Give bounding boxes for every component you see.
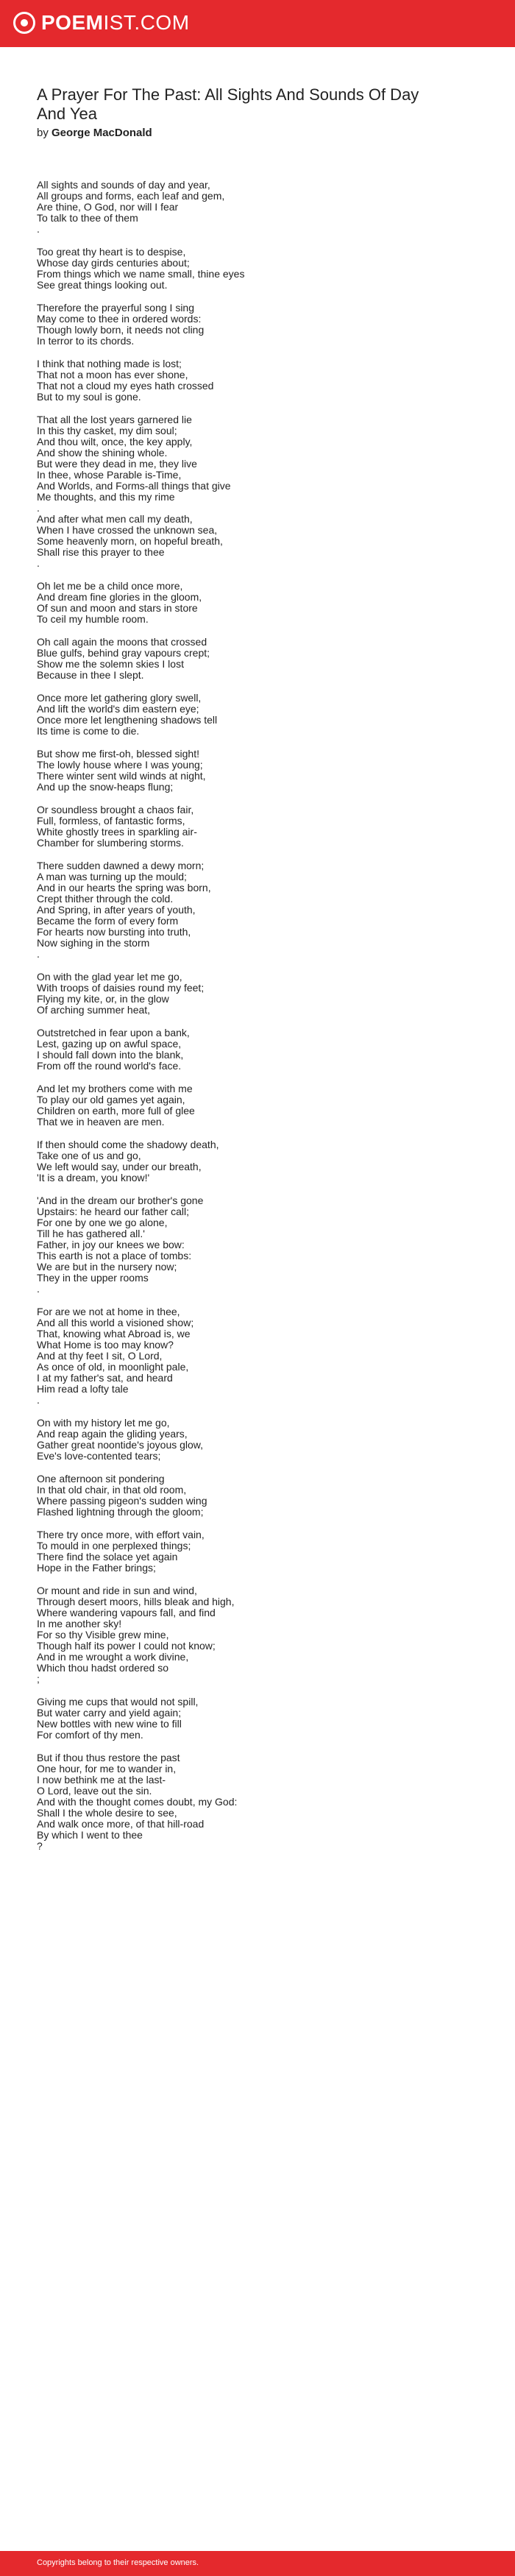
poem-line: Shall rise this prayer to thee xyxy=(37,546,165,558)
poem-line: That we in heaven are men. xyxy=(37,1116,165,1128)
poem-line: In that old chair, in that old room, xyxy=(37,1484,187,1496)
poem-stanza xyxy=(37,1306,478,1406)
poem-line: Lest, gazing up on awful space, xyxy=(37,1038,182,1050)
poem-line: Gather great noontide's joyous glow, xyxy=(37,1439,204,1451)
poem-line: There winter sent wild winds at night, xyxy=(37,770,206,782)
byline-prefix: by xyxy=(37,127,49,139)
poem-line: Father, in joy our knees we bow: xyxy=(37,1239,185,1250)
poem-line: All groups and forms, each leaf and gem, xyxy=(37,190,225,202)
logo-bold-text: POEM xyxy=(41,11,104,34)
poemist-logo-icon xyxy=(13,12,35,34)
poem-line: But were they dead in me, they live xyxy=(37,458,197,470)
poem-line: From off the round world's face. xyxy=(37,1060,182,1072)
poem-line: Oh let me be a child once more, xyxy=(37,580,183,592)
poem-line: That all the lost years garnered lie xyxy=(37,414,192,425)
poem-line: There try once more, with effort vain, xyxy=(37,1529,205,1540)
poem-line: Oh call again the moons that crossed xyxy=(37,636,207,648)
poem-line: Now sighing in the storm xyxy=(37,937,150,949)
poem-line: And Worlds, and Forms-all things that give xyxy=(37,480,231,492)
poem-line: They in the upper rooms xyxy=(37,1272,149,1284)
poem-line: 'And in the dream our brother's gone xyxy=(37,1195,204,1206)
poem-line: That, knowing what Abroad is, we xyxy=(37,1328,191,1340)
poem-stanza xyxy=(37,1418,478,1462)
poem-line: Full, formless, of fantastic forms, xyxy=(37,815,185,827)
poem-line: To talk to thee of them xyxy=(37,212,138,224)
poem-stanza xyxy=(37,180,478,235)
poem-line: One hour, for me to wander in, xyxy=(37,1763,177,1774)
poem-line: And show the shining whole. xyxy=(37,447,168,459)
poem-line: . xyxy=(37,1394,40,1406)
poem-stanza xyxy=(37,1195,478,1295)
poem-line: I at my father's sat, and heard xyxy=(37,1372,173,1384)
poem-stanza xyxy=(37,1473,478,1518)
poem-line: Children on earth, more full of glee xyxy=(37,1105,195,1117)
site-logo[interactable] xyxy=(13,10,190,35)
poem-line: To play our old games yet again, xyxy=(37,1094,185,1105)
poem-line: But show me first-oh, blessed sight! xyxy=(37,748,199,760)
poem-line: Outstretched in fear upon a bank, xyxy=(37,1027,190,1038)
poem-line: For are we not at home in thee, xyxy=(37,1306,180,1317)
poem-line: And after what men call my death, xyxy=(37,513,193,525)
poem-line: Giving me cups that would not spill, xyxy=(37,1696,199,1708)
poem-line: I think that nothing made is lost; xyxy=(37,358,182,369)
poem-line: Because in thee I slept. xyxy=(37,669,144,681)
poem-line: But to my soul is gone. xyxy=(37,391,141,403)
poem-line: In terror to its chords. xyxy=(37,335,135,347)
poem-line: We are but in the nursery now; xyxy=(37,1261,177,1273)
poem-body xyxy=(37,180,478,1864)
poem-line: Which thou hadst ordered so xyxy=(37,1662,168,1674)
poem-stanza xyxy=(37,972,478,1016)
poem-line: That not a cloud my eyes hath crossed xyxy=(37,380,214,392)
poem-line: For so thy Visible grew mine, xyxy=(37,1629,169,1641)
poem-line: There sudden dawned a dewy morn; xyxy=(37,860,205,871)
poem-line: Once more let lengthening shadows tell xyxy=(37,714,218,726)
poem-stanza xyxy=(37,860,478,960)
poem-line: And let my brothers come with me xyxy=(37,1083,193,1094)
poem-line: There find the solace yet again xyxy=(37,1551,178,1563)
poem-line: May come to thee in ordered words: xyxy=(37,313,202,325)
poem-line: For one by one we go alone, xyxy=(37,1217,168,1228)
poem-line: ; xyxy=(37,1673,40,1685)
poem-line: With troops of daisies round my feet; xyxy=(37,982,205,994)
poem-line: When I have crossed the unknown sea, xyxy=(37,524,218,536)
poem-line: By which I went to thee xyxy=(37,1829,143,1841)
poem-stanza xyxy=(37,581,478,625)
poem-line: One afternoon sit pondering xyxy=(37,1473,165,1485)
poem-line: Too great thy heart is to despise, xyxy=(37,246,186,258)
poem-line: Or mount and ride in sun and wind, xyxy=(37,1585,197,1596)
poem-line: That not a moon has ever shone, xyxy=(37,369,188,381)
poem-line: The lowly house where I was young; xyxy=(37,759,203,771)
poem-line: . xyxy=(37,502,40,514)
poem-line: Once more let gathering glory swell, xyxy=(37,692,202,704)
poem-stanza xyxy=(37,749,478,793)
poem-stanza xyxy=(37,1752,478,1852)
poem-line: Whose day girds centuries about; xyxy=(37,257,190,269)
poem-line: We left would say, under our breath, xyxy=(37,1161,202,1172)
poem-line: But if thou thus restore the past xyxy=(37,1752,180,1763)
poem-line: And reap again the gliding years, xyxy=(37,1428,188,1440)
poem-byline xyxy=(37,127,152,140)
poem-stanza xyxy=(37,1083,478,1128)
poem-line: . xyxy=(37,948,40,960)
poem-line: And at thy feet I sit, O Lord, xyxy=(37,1350,163,1362)
poem-line: Me thoughts, and this my rime xyxy=(37,491,175,503)
poem-line: And thou wilt, once, the key apply, xyxy=(37,436,193,447)
poem-line: Upstairs: he heard our father call; xyxy=(37,1206,189,1217)
poem-line: Though half its power I could not know; xyxy=(37,1640,216,1652)
poem-line: Shall I the whole desire to see, xyxy=(37,1807,177,1819)
poem-line: . xyxy=(37,1283,40,1295)
poem-line: To mould in one perplexed things; xyxy=(37,1540,191,1551)
poem-line: Hope in the Father brings; xyxy=(37,1562,156,1574)
poem-line: And lift the world's dim eastern eye; xyxy=(37,703,199,715)
poem-line: New bottles with new wine to fill xyxy=(37,1718,182,1730)
site-logo-text xyxy=(41,10,190,35)
poem-line: As once of old, in moonlight pale, xyxy=(37,1361,189,1373)
poem-line: . xyxy=(37,557,40,569)
poem-line: In me another sky! xyxy=(37,1618,122,1630)
poem-line: . xyxy=(37,223,40,235)
poem-stanza xyxy=(37,637,478,681)
poem-line: Are thine, O God, nor will I fear xyxy=(37,201,179,213)
poem-line: Till he has gathered all.' xyxy=(37,1228,145,1239)
poem-line: Became the form of every form xyxy=(37,915,179,927)
site-header xyxy=(0,0,515,47)
poem-line: All sights and sounds of day and year, xyxy=(37,179,210,191)
poem-line: White ghostly trees in sparkling air- xyxy=(37,826,197,838)
poem-line: On with the glad year let me go, xyxy=(37,971,182,983)
poem-line: 'It is a dream, you know!' xyxy=(37,1172,150,1183)
copyright-notice: Copyrights belong to their respective owners. xyxy=(37,2558,199,2567)
poem-stanza xyxy=(37,414,478,569)
poem-line: And in our hearts the spring was born, xyxy=(37,882,211,894)
poem-line: And all this world a visioned show; xyxy=(37,1317,194,1328)
poem-line: And dream fine glories in the gloom, xyxy=(37,591,202,603)
poem-author[interactable]: George MacDonald xyxy=(52,127,152,139)
poem-stanza xyxy=(37,804,478,849)
poem-stanza xyxy=(37,247,478,291)
poem-line: And with the thought comes doubt, my God: xyxy=(37,1796,238,1808)
poem-line: Where passing pigeon's sudden wing xyxy=(37,1495,207,1507)
poem-line: Take one of us and go, xyxy=(37,1150,141,1161)
poem-line: Show me the solemn skies I lost xyxy=(37,658,184,670)
poem-line: Chamber for slumbering storms. xyxy=(37,837,184,849)
poem-line: To ceil my humble room. xyxy=(37,613,149,625)
poem-line: I should fall down into the blank, xyxy=(37,1049,184,1061)
poem-line: On with my history let me go, xyxy=(37,1417,170,1429)
poem-line: Blue gulfs, behind gray vapours crept; xyxy=(37,647,210,659)
poem-stanza xyxy=(37,1696,478,1741)
logo-light-text: IST.COM xyxy=(103,11,190,34)
poem-line: Of sun and moon and stars in store xyxy=(37,602,198,614)
poem-line: Eve's love-contented tears; xyxy=(37,1450,161,1462)
poem-line: Or soundless brought a chaos fair, xyxy=(37,804,194,815)
poem-line: What Home is too may know? xyxy=(37,1339,174,1351)
poem-line: In this thy casket, my dim soul; xyxy=(37,425,177,436)
poem-line: A man was turning up the mould; xyxy=(37,871,187,882)
poem-line: Him read a lofty tale xyxy=(37,1383,129,1395)
poem-line: Through desert moors, hills bleak and high, xyxy=(37,1596,235,1607)
poem-line: Of arching summer heat, xyxy=(37,1004,151,1016)
poem-line: But water carry and yield again; xyxy=(37,1707,182,1719)
poem-line: Therefore the prayerful song I sing xyxy=(37,302,195,314)
poem-line: I now bethink me at the last- xyxy=(37,1774,166,1786)
poem-line: Flashed lightning through the gloom; xyxy=(37,1506,204,1518)
poem-line: For hearts now bursting into truth, xyxy=(37,926,191,938)
poem-title: A Prayer For The Past: All Sights And Sounds Of Day And Yea xyxy=(37,85,419,123)
poem-line: O Lord, leave out the sin. xyxy=(37,1785,152,1797)
poem-line: Where wandering vapours fall, and find xyxy=(37,1607,216,1618)
poem-stanza xyxy=(37,358,478,403)
poem-stanza xyxy=(37,302,478,347)
poem-line: For comfort of thy men. xyxy=(37,1729,143,1741)
poem-line: Flying my kite, or, in the glow xyxy=(37,993,169,1005)
poem-stanza xyxy=(37,693,478,737)
poem-line: From things which we name small, thine eyes xyxy=(37,268,245,280)
site-footer xyxy=(0,2551,515,2576)
poem-line: And up the snow-heaps flung; xyxy=(37,781,174,793)
poem-stanza xyxy=(37,1139,478,1183)
poem-stanza xyxy=(37,1529,478,1574)
poem-line: ? xyxy=(37,1840,43,1852)
poem-line: In thee, whose Parable is-Time, xyxy=(37,469,182,481)
poem-stanza xyxy=(37,1027,478,1072)
poem-line: And in me wrought a work divine, xyxy=(37,1651,189,1663)
poem-line: Though lowly born, it needs not cling xyxy=(37,324,205,336)
poem-line: This earth is not a place of tombs: xyxy=(37,1250,192,1262)
poem-line: Its time is come to die. xyxy=(37,725,140,737)
poem-line: And walk once more, of that hill-road xyxy=(37,1818,205,1830)
poem-line: Some heavenly morn, on hopeful breath, xyxy=(37,535,223,547)
poem-line: And Spring, in after years of youth, xyxy=(37,904,196,916)
poem-line: Crept thither through the cold. xyxy=(37,893,174,905)
poem-line: See great things looking out. xyxy=(37,279,168,291)
poem-line: If then should come the shadowy death, xyxy=(37,1139,219,1150)
poem-stanza xyxy=(37,1585,478,1685)
